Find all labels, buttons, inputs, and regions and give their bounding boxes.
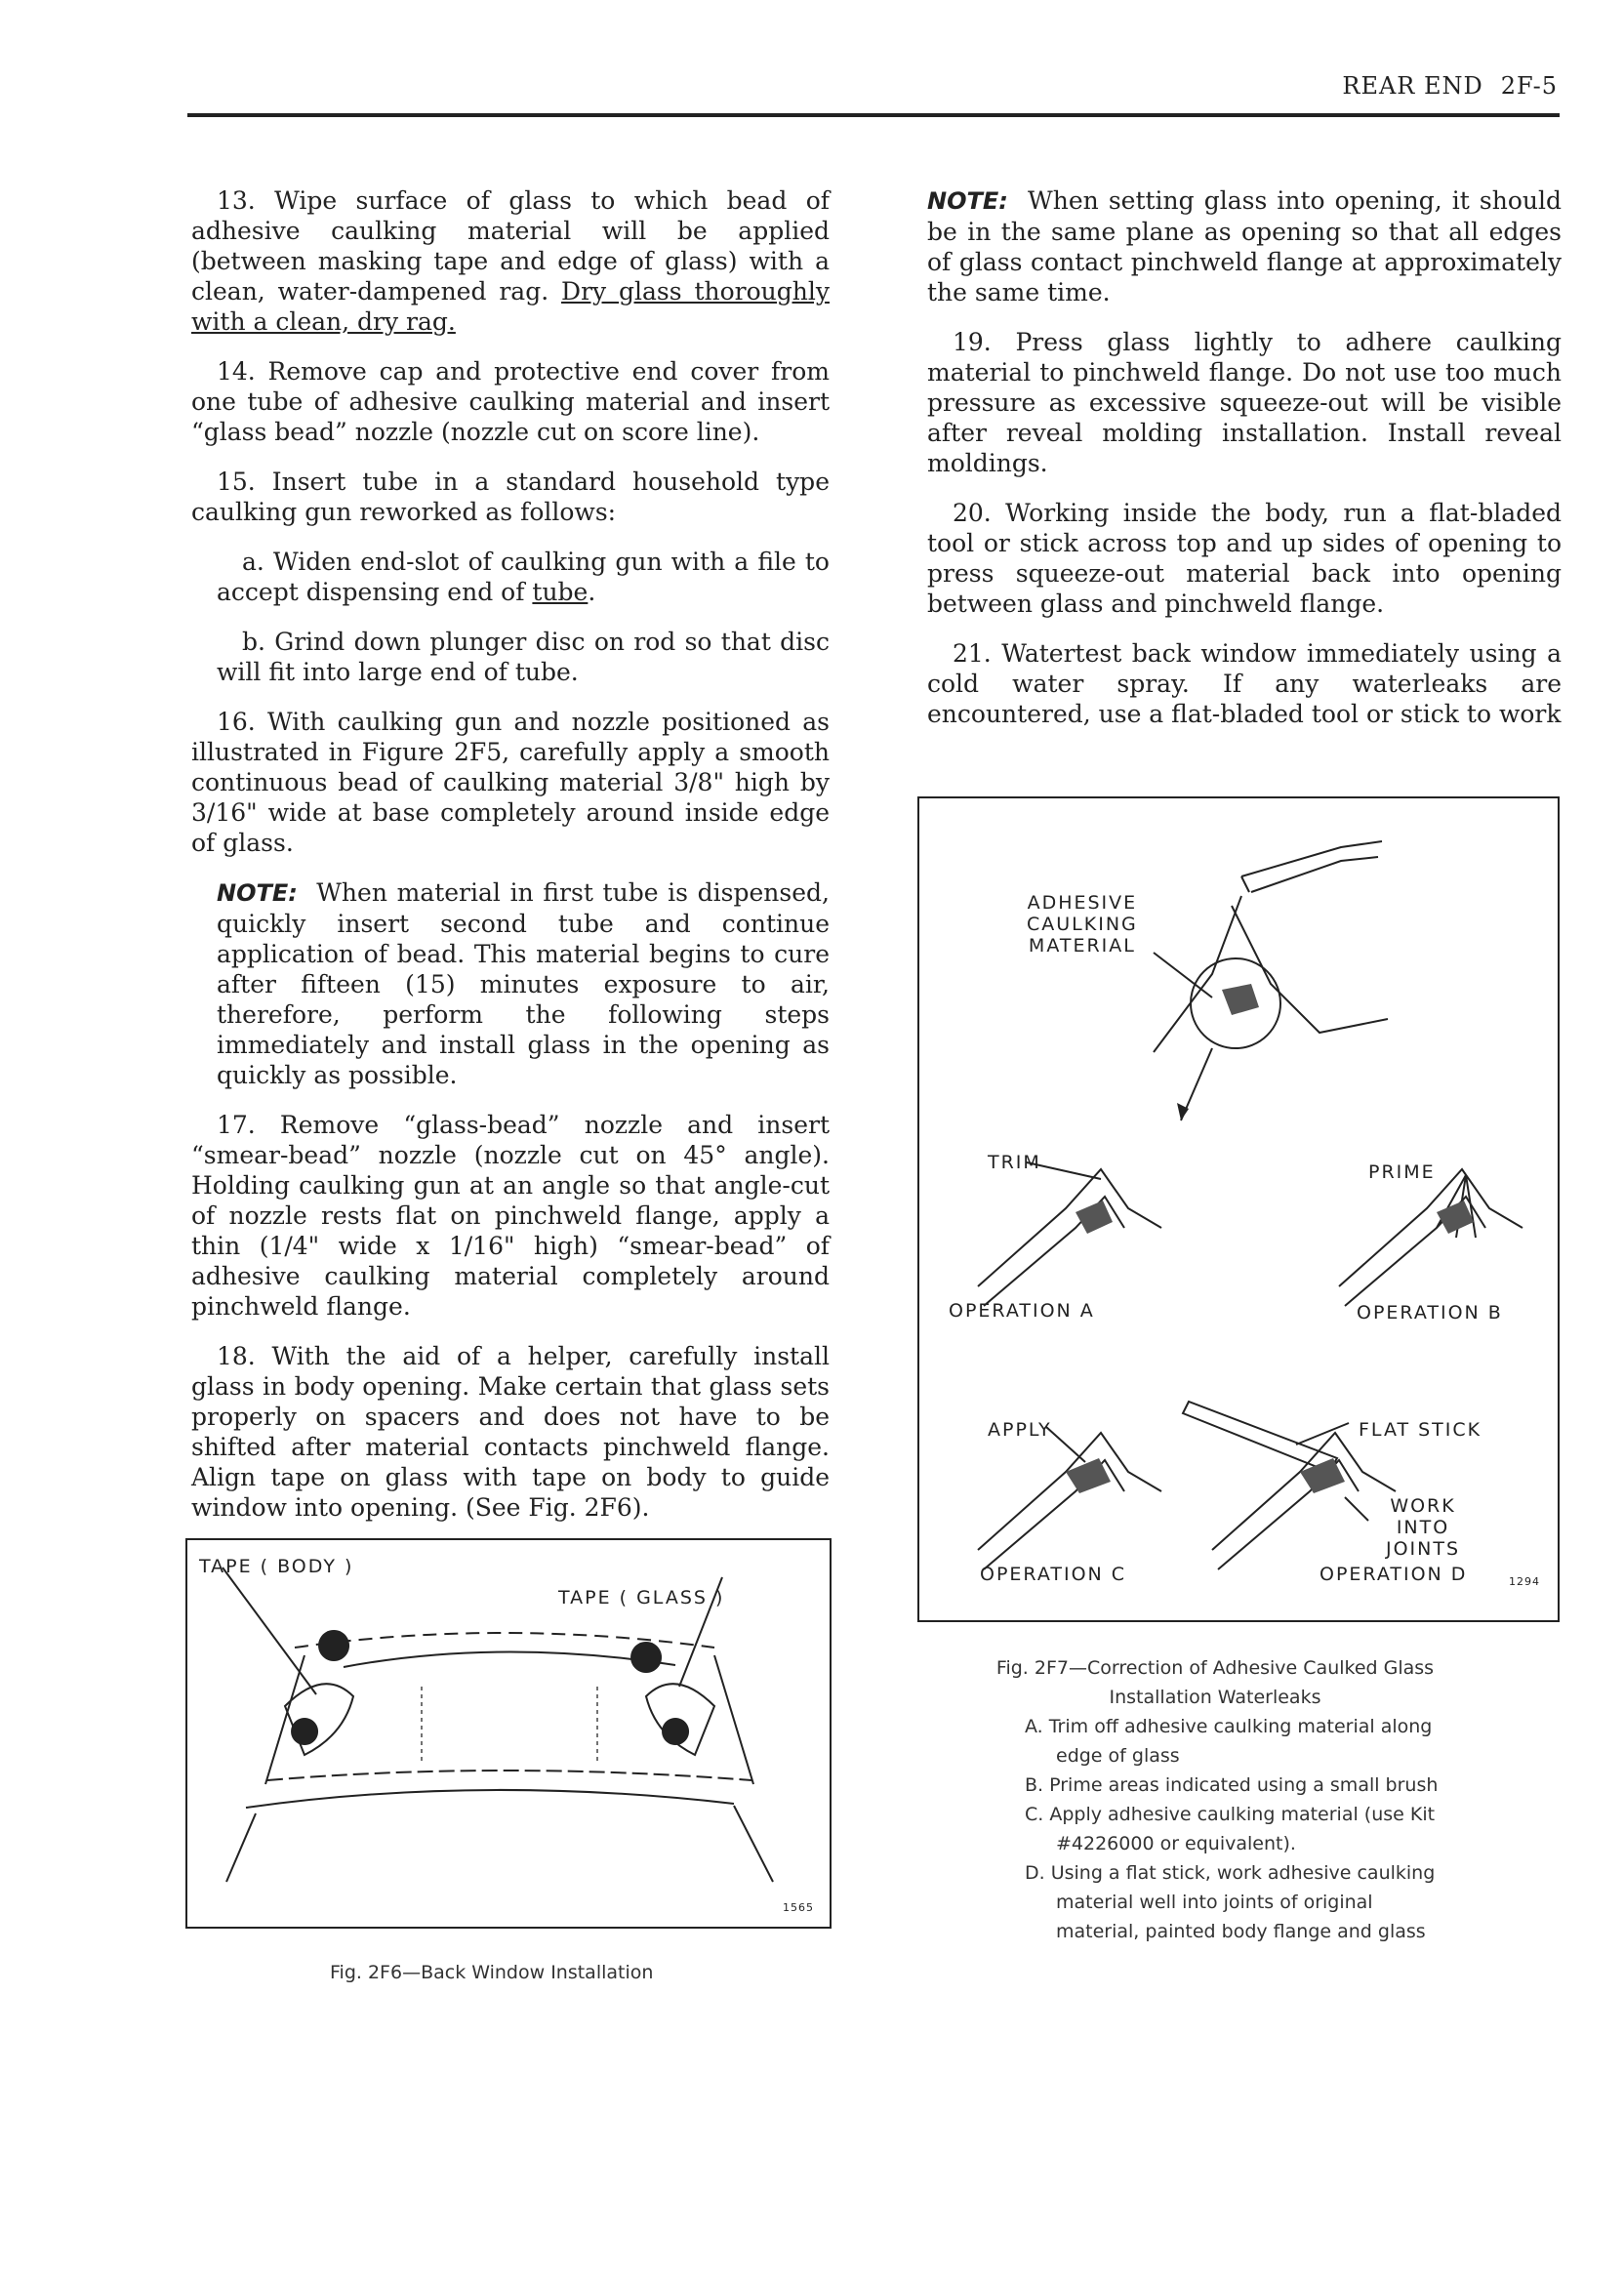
step-15a-emphasis: tube bbox=[532, 578, 589, 606]
note-setting-glass bbox=[927, 185, 1562, 307]
back-window-illustration bbox=[187, 1540, 830, 1927]
step-19: 19. Press glass lightly to adhere caulking material to pinchweld flange. Do not use too much pressure as excessive squeeze-out will be visible after reveal molding installation. Install reveal moldings. bbox=[927, 328, 1562, 477]
label-work-into-joints bbox=[1386, 1495, 1460, 1560]
label-work-line-3: JOINTS bbox=[1386, 1538, 1461, 1560]
note-text: When material in first tube is dispensed, quickly insert second tube and continue application of bead. This material begins to cure after fifteen (15) minutes exposure to air, therefore, perform the following steps immediately and install glass in the opening as quickly as possible. bbox=[217, 878, 830, 1089]
operation-a-label: OPERATION A bbox=[949, 1300, 1095, 1322]
caption-item-b: B. Prime areas indicated using a small brush bbox=[1025, 1774, 1439, 1796]
step-18: 18. With the aid of a helper, carefully install glass in body opening. Make certain that glass sets properly on spacers and does not have to be shifted after material contacts pinchweld flange. Align tape on glass with tape on body to guide window into opening. (See Fig. 2F6). bbox=[191, 1342, 830, 1522]
step-13-emphasis: Dry glass thoroughly with a clean, dry rag. bbox=[191, 277, 830, 336]
note-material bbox=[191, 877, 830, 1090]
operation-c-label: OPERATION C bbox=[980, 1564, 1127, 1585]
note-text: When setting glass into opening, it should be in the same plane as opening so that all edges of glass contact pinchweld flange at approximately the same time. bbox=[927, 186, 1562, 306]
figure-code: 1565 bbox=[783, 1901, 814, 1914]
operation-d-label: OPERATION D bbox=[1320, 1564, 1468, 1585]
figure-2f7 bbox=[917, 796, 1560, 1622]
waterleak-correction-illustration bbox=[919, 798, 1558, 1620]
step-21: 21. Watertest back window immediately using a cold water spray. If any waterleaks are encountered, use a flat-bladed tool or stick to work bbox=[927, 639, 1562, 728]
figure-2f6 bbox=[185, 1538, 832, 1929]
caption-title-line-1: Fig. 2F7—Correction of Adhesive Caulked Glass bbox=[995, 1657, 1435, 1679]
label-tape-body: TAPE ( BODY ) bbox=[199, 1556, 354, 1577]
page-header bbox=[1342, 72, 1558, 100]
figure-2f7-caption bbox=[986, 1653, 1444, 1946]
step-15a-text: a. Widen end-slot of caulking gun with a file to accept dispensing end of bbox=[217, 548, 830, 606]
caption-item-a: A. Trim off adhesive caulking material along edge of glass bbox=[1025, 1716, 1433, 1767]
step-17: 17. Remove “glass-bead” nozzle and insert “smear-bead” nozzle (nozzle cut on 45° angle). Holding caulking gun at an angle so that angle-cut of nozzle rests flat on pinchweld flange, apply a thin (1/4" wide x 1/16" high) “smear-bead” of adhesive caulking material completely around pinchweld flange. bbox=[191, 1111, 830, 1321]
label-work-line-2: INTO bbox=[1396, 1517, 1450, 1538]
step-15a bbox=[191, 547, 830, 607]
label-trim: TRIM bbox=[988, 1152, 1041, 1173]
figure-2f6-caption: Fig. 2F6—Back Window Installation bbox=[330, 1962, 654, 1983]
section-title: REAR END bbox=[1342, 72, 1483, 100]
note-label: NOTE: bbox=[217, 879, 298, 907]
caption-item-d: D. Using a flat stick, work adhesive caulking material well into joints of original material, painted body flange and glass bbox=[1025, 1862, 1436, 1942]
step-15: 15. Insert tube in a standard household type caulking gun reworked as follows: bbox=[191, 468, 830, 526]
label-adhesive-line-3: MATERIAL bbox=[1028, 935, 1136, 957]
caption-title-line-2: Installation Waterleaks bbox=[1109, 1687, 1321, 1708]
label-flat-stick: FLAT STICK bbox=[1359, 1419, 1482, 1441]
step-20: 20. Working inside the body, run a flat-bladed tool or stick across top and up sides of opening to press squeeze-out material back into opening between glass and pinchweld flange. bbox=[927, 499, 1562, 618]
label-adhesive-caulking-material bbox=[1027, 892, 1138, 957]
figure-code: 1294 bbox=[1509, 1575, 1540, 1588]
label-adhesive-line-1: ADHESIVE bbox=[1027, 892, 1138, 914]
left-column bbox=[191, 185, 830, 1542]
label-adhesive-line-2: CAULKING bbox=[1027, 914, 1138, 935]
label-tape-glass: TAPE ( GLASS ) bbox=[558, 1587, 725, 1608]
step-13 bbox=[191, 185, 830, 337]
step-15b: b. Grind down plunger disc on rod so that disc will fit into large end of tube. bbox=[217, 628, 830, 686]
step-16: 16. With caulking gun and nozzle positioned as illustrated in Figure 2F5, carefully apply a smooth continuous bead of caulking material 3/8" high by 3/16" wide at base completely around inside edge of glass. bbox=[191, 708, 830, 857]
header-rule bbox=[187, 113, 1560, 117]
right-column bbox=[927, 185, 1562, 749]
label-prime: PRIME bbox=[1368, 1161, 1436, 1183]
caption-item-c: C. Apply adhesive caulking material (use Kit #4226000 or equivalent). bbox=[1025, 1804, 1436, 1854]
note-label: NOTE: bbox=[927, 187, 1008, 215]
step-14: 14. Remove cap and protective end cover from one tube of adhesive caulking material and insert “glass bead” nozzle (nozzle cut on score line). bbox=[191, 357, 830, 446]
step-13-text: 13. Wipe surface of glass to which bead of adhesive caulking material will be applied (between masking tape and edge of glass) with a clean, water-dampened rag. bbox=[191, 186, 830, 305]
label-work-line-1: WORK bbox=[1390, 1495, 1456, 1517]
label-apply: APPLY bbox=[988, 1419, 1052, 1441]
operation-b-label: OPERATION B bbox=[1357, 1302, 1503, 1323]
page-number: 2F-5 bbox=[1500, 72, 1558, 100]
step-15a-end: . bbox=[588, 578, 596, 606]
